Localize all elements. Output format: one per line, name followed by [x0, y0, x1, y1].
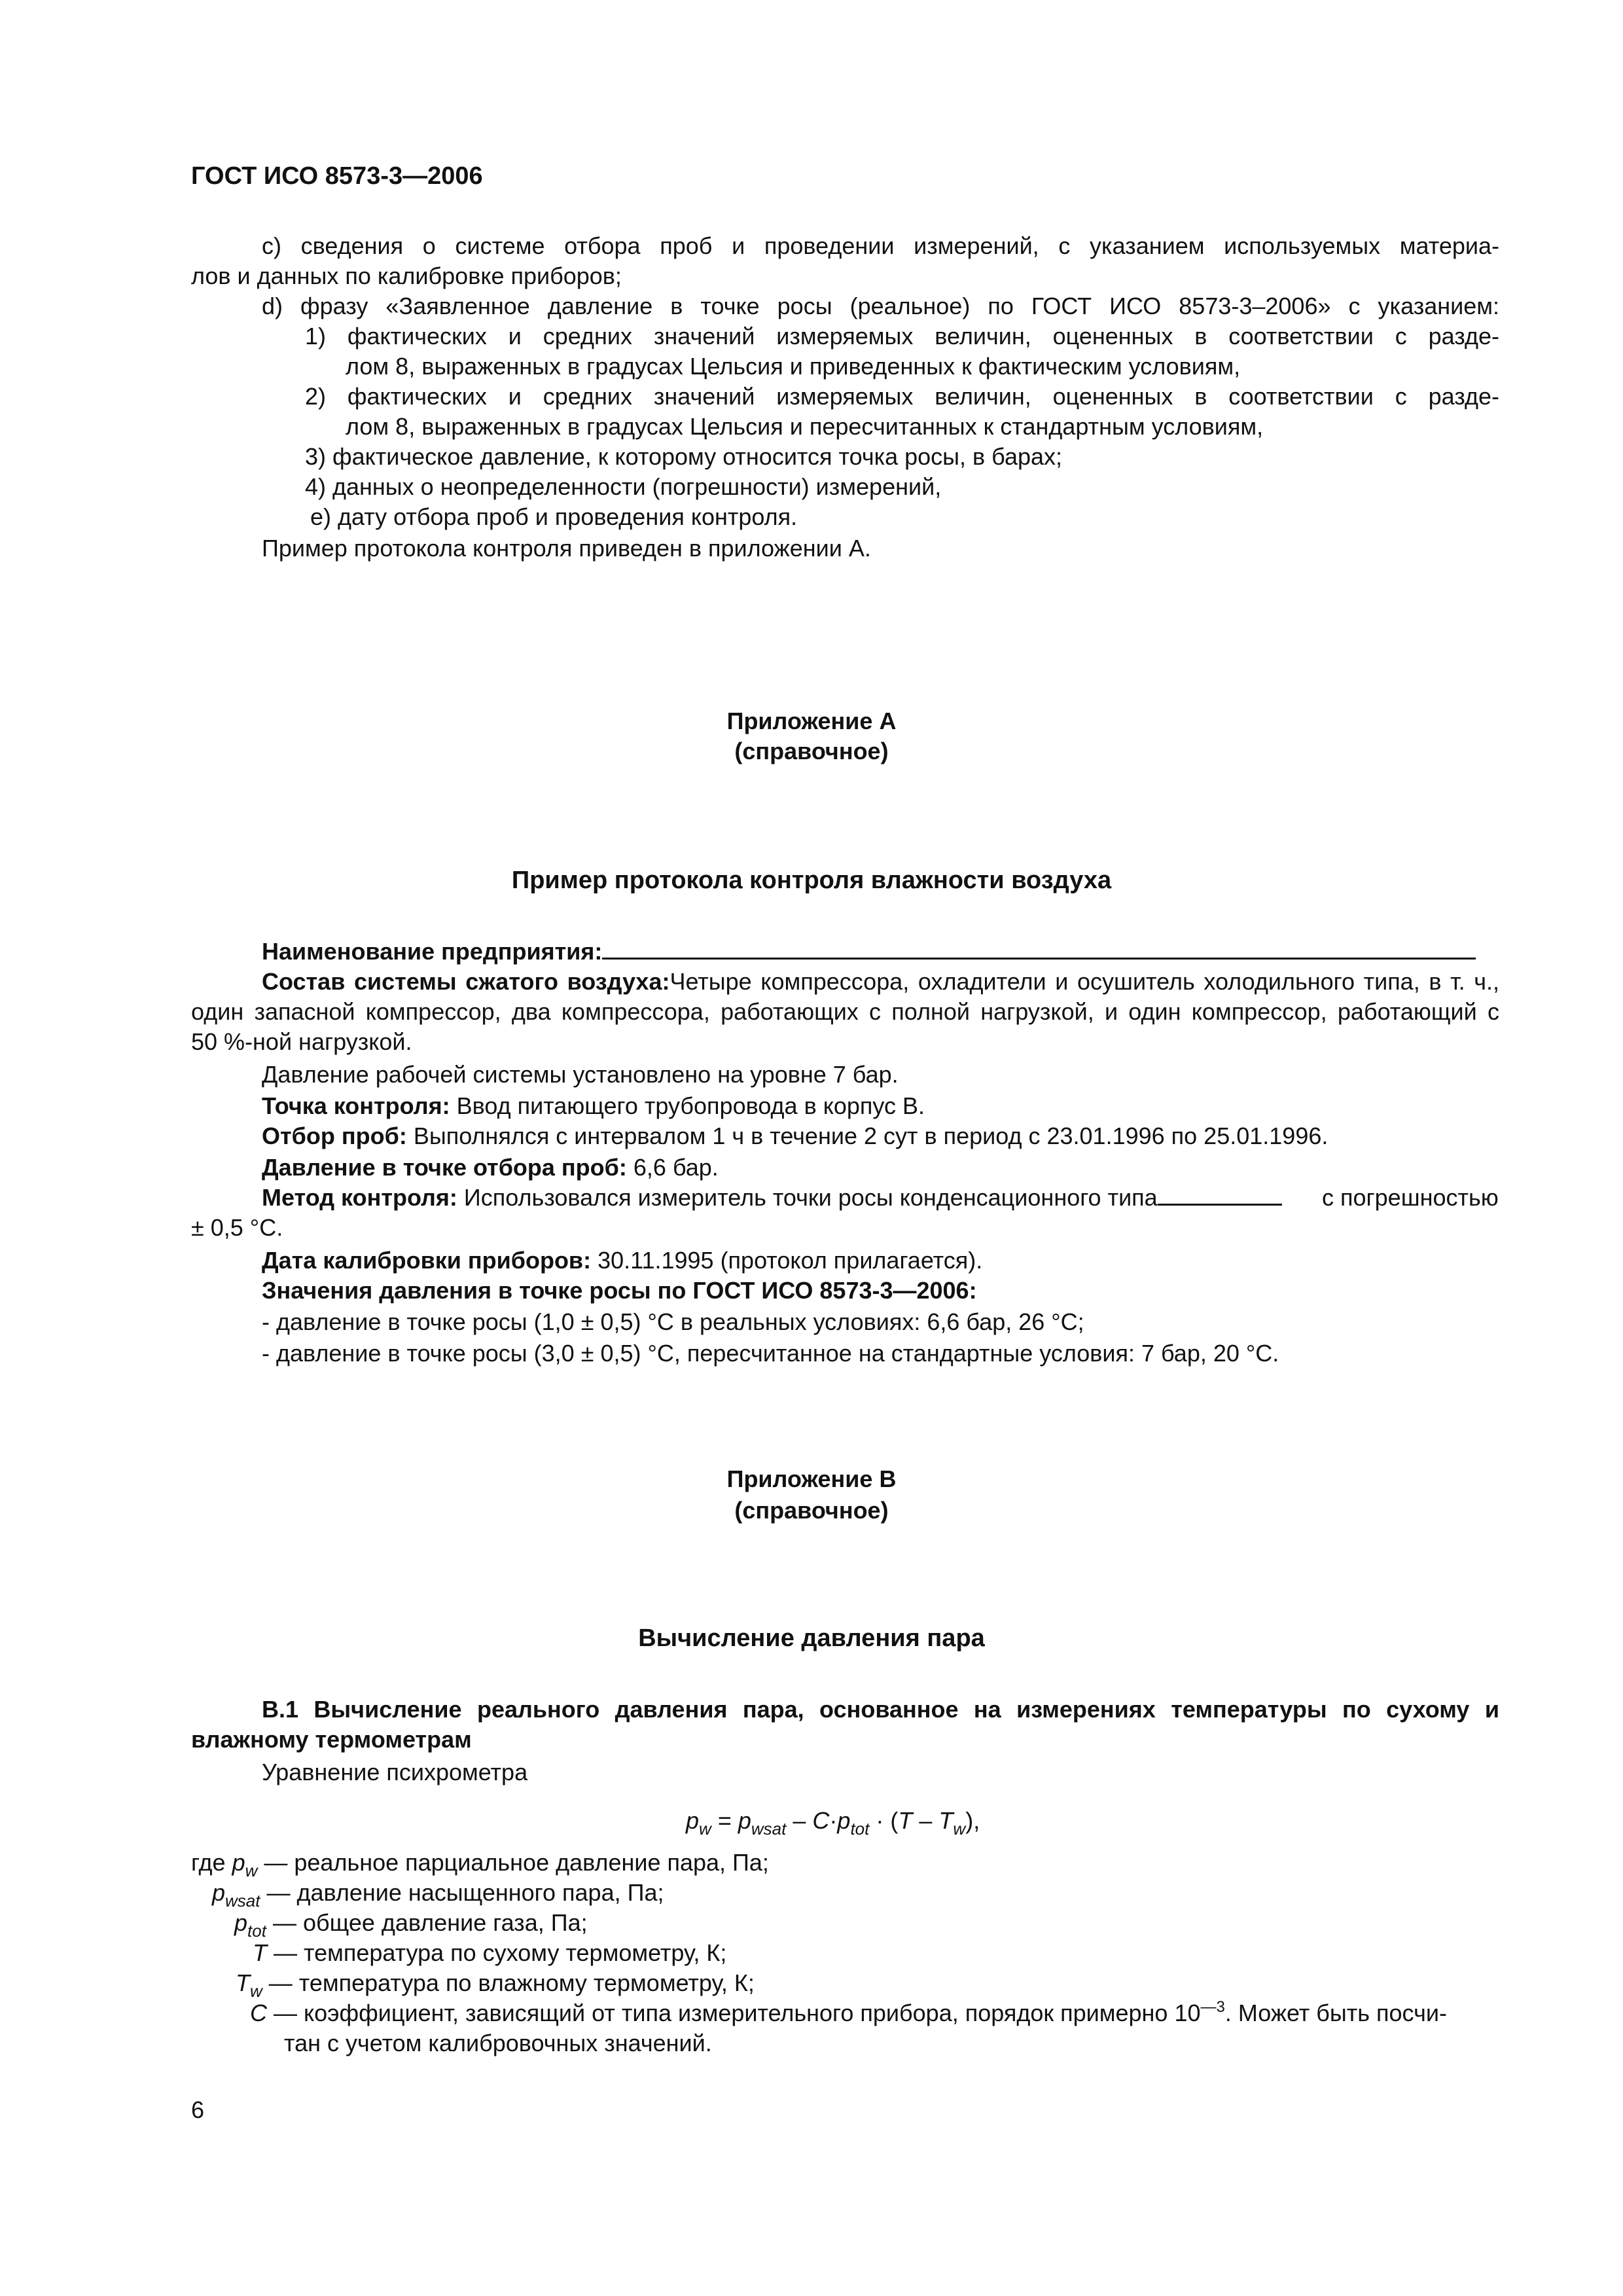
document-header: ГОСТ ИСО 8573-3—2006: [191, 162, 483, 190]
sampling-pressure-label: Давление в точке отбора проб:: [262, 1154, 627, 1181]
enterprise-label: Наименование предприятия:: [262, 938, 603, 965]
section-b1-line2: влажному термометрам: [191, 1726, 472, 1753]
method-value: Использовался измеритель точки росы конденсационного типа: [457, 1184, 1158, 1211]
method-label: Метод контроля:: [262, 1184, 457, 1211]
sampling-pressure: [262, 1152, 719, 1183]
item-d1-line1: 1) фактических и средних значений измеряемых величин, оцененных в соответствии с разде-: [305, 323, 1499, 350]
sampling-label: Отбор проб:: [262, 1122, 407, 1149]
def-ptot-text: — общее давление газа, Па;: [266, 1909, 588, 1936]
section-b1-line1: В.1 Вычисление реального давления пара, основанное на измерениях температуры по сухому и: [262, 1696, 1499, 1723]
enterprise-blank: [602, 937, 1476, 960]
system-line3: 50 %-ной нагрузкой.: [191, 1028, 412, 1055]
method-blank: [1158, 1183, 1282, 1206]
system-pressure: Давление рабочей системы установлено на уровне 7 бар.: [262, 1061, 899, 1088]
def-C-line2: тан с учетом калибровочных значений.: [284, 2030, 712, 2056]
method-line: [262, 1182, 1282, 1213]
example-note: Пример протокола контроля приведен в приложении А.: [262, 535, 871, 562]
method-line2: ± 0,5 °С.: [191, 1214, 283, 1241]
where-word: где: [191, 1849, 226, 1876]
def-Tw-text: — температура по влажному термометру, К;: [262, 1969, 755, 1996]
def-pwsat: $p_{wsat}$ — давление насыщенного пара, Па;: [212, 1879, 664, 1910]
item-d: d) фразу «Заявленное давление в точке росы (реальное) по ГОСТ ИСО 8573-3–2006» с указанием:: [262, 293, 1499, 319]
system-text: Четыре компрессора, охладители и осушитель холодильного типа, в т. ч.,: [669, 968, 1499, 995]
control-point: [262, 1090, 925, 1121]
appendix-a-status: (справочное): [734, 738, 889, 764]
calibration-value: 30.11.1995 (протокол прилагается).: [591, 1247, 983, 1274]
item-d2-line1: 2) фактических и средних значений измеряемых величин, оцененных в соответствии с разде-: [305, 383, 1499, 410]
appendix-a-title: Пример протокола контроля влажности воздуха: [511, 867, 1112, 894]
method-tail: с погрешностью: [1322, 1184, 1499, 1211]
def-C: C — коэффициент, зависящий от типа измерительного прибора, порядок примерно $10^{—3}$. Может быть посчи-: [250, 1998, 1447, 2026]
def-C-exponent: —3: [1200, 1998, 1225, 2016]
values-label: Значения давления в точке росы по ГОСТ ИСО 8573-3—2006:: [262, 1277, 977, 1304]
def-C-text-end: . Может быть посчи-: [1224, 2000, 1447, 2026]
def-pwsat-text: — давление насыщенного пара, Па;: [260, 1879, 664, 1906]
def-pw-text: — реальное парциальное давление пара, Па;: [257, 1849, 769, 1876]
sampling-pressure-value: 6,6 бар.: [626, 1154, 719, 1181]
sampling: [262, 1121, 1328, 1151]
item-d2-line2: лом 8, выраженных в градусах Цельсия и пересчитанных к стандартным условиям,: [346, 413, 1264, 440]
item-d3: 3) фактическое давление, к которому относится точка росы, в барах;: [305, 443, 1063, 470]
appendix-a-label: Приложение А: [726, 708, 897, 734]
item-c-line2: лов и данных по калибровке приборов;: [191, 262, 622, 289]
def-pw: где $p_w$ — реальное парциальное давление пара, Па;: [191, 1849, 769, 1880]
system-line2: один запасной компрессор, два компрессора, работающих с полной нагрузкой, и один компрессор, работающий с: [191, 998, 1499, 1025]
item-c-line1: с) сведения о системе отбора проб и проведении измерений, с указанием используемых материа-: [262, 232, 1499, 259]
def-T: T — температура по сухому термометру, К;: [253, 1939, 727, 1966]
calibration: [262, 1245, 982, 1276]
item-d1-line2: лом 8, выраженных в градусах Цельсия и приведенных к фактическим условиям,: [346, 353, 1241, 380]
calibration-label: Дата калибровки приборов:: [262, 1247, 592, 1274]
def-C-text: — коэффициент, зависящий от типа измерительного прибора, порядок примерно 10: [267, 2000, 1201, 2026]
value-2: - давление в точке росы (3,0 ± 0,5) °С, пересчитанное на стандартные условия: 7 бар, 20 °С.: [262, 1340, 1279, 1367]
psychrometer-equation: $p_w = p_{wsat} - C\cdot p_{tot} \cdot (T - T_w)$,: [686, 1807, 980, 1839]
appendix-b-title: Вычисление давления пара: [638, 1624, 985, 1652]
def-Tw: $T_w$ — температура по влажному термометру, К;: [236, 1969, 755, 2001]
control-point-value: Ввод питающего трубопровода в корпус В.: [450, 1092, 925, 1119]
system-line1: [262, 966, 1499, 997]
def-T-text: — температура по сухому термометру, К;: [267, 1939, 727, 1966]
psychrometer-intro: Уравнение психрометра: [262, 1759, 528, 1785]
appendix-b-status: (справочное): [734, 1497, 889, 1524]
value-1: - давление в точке росы (1,0 ± 0,5) °С в реальных условиях: 6,6 бар, 26 °С;: [262, 1308, 1084, 1335]
appendix-b-label: Приложение В: [726, 1465, 897, 1492]
item-e: е) дату отбора проб и проведения контроля.: [310, 503, 798, 530]
def-ptot: $p_{tot}$ — общее давление газа, Па;: [234, 1909, 588, 1941]
item-d4: 4) данных о неопределенности (погрешности) измерений,: [305, 473, 942, 500]
control-point-label: Точка контроля:: [262, 1092, 450, 1119]
sampling-value: Выполнялся с интервалом 1 ч в течение 2 сут в период с 23.01.1996 по 25.01.1996.: [406, 1122, 1329, 1149]
system-label: Состав системы сжатого воздуха:: [262, 968, 670, 995]
page-number: 6: [191, 2096, 205, 2123]
enterprise-line: [262, 936, 1476, 967]
